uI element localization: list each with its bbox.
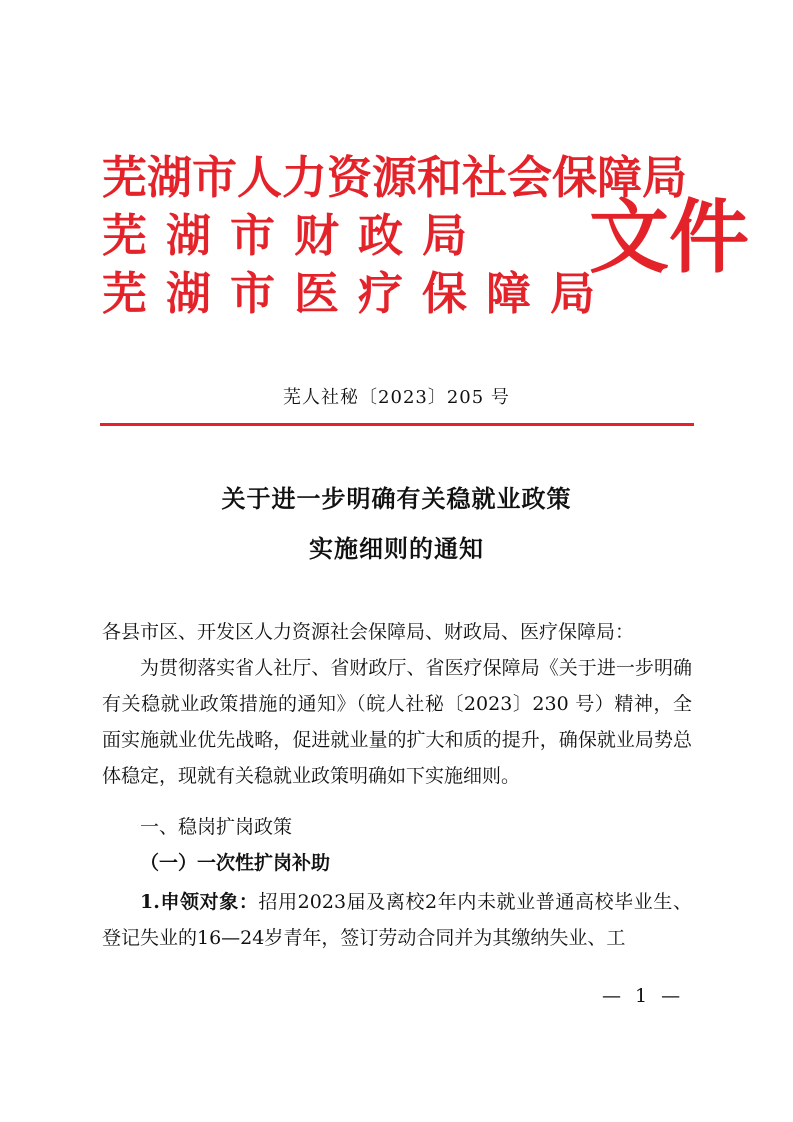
document-title-line-1: 关于进一步明确有关稳就业政策: [221, 484, 572, 513]
subsection-heading: （一）一次性扩岗补助: [140, 852, 331, 874]
document-header: [102, 150, 749, 330]
issuer-line-2: 芜湖市财政局: [102, 209, 487, 262]
section-heading: 一、稳岗扩岗政策: [140, 816, 293, 838]
intro-paragraph: [102, 650, 692, 794]
page-number: — 1 —: [602, 985, 685, 1007]
document-number: 芜人社秘〔2023〕205 号: [283, 387, 510, 408]
item-1-label: 1.申领对象：: [140, 891, 259, 913]
document-suffix: 文件: [589, 191, 749, 284]
red-divider: [100, 423, 694, 426]
addressee: 各县市区、开发区人力资源社会保障局、财政局、医疗保障局：: [102, 621, 635, 643]
document-title-line-2: 实施细则的通知: [309, 534, 484, 563]
issuer-line-3: 芜湖市医疗保障局: [102, 267, 615, 320]
issuer-line-1: 芜湖市人力资源和社会保障局: [102, 151, 688, 204]
intro-paragraph-text: 为贯彻落实省人社厅、省财政厅、省医疗保障局《关于进一步明确有关稳就业政策措施的通知》（皖人社秘〔2023〕230 号）精神，全面实施就业优先战略，促进就业量的扩大和质的提升，确保就业局势总体稳定，现就有关稳就业政策明确如下实施细则。: [102, 657, 692, 787]
item-1-text: 招用2023届及离校2年内未就业普通高校毕业生、登记失业的16—24岁青年，签订劳动合同并为其缴纳失业、工: [102, 891, 692, 949]
item-1: [102, 884, 692, 956]
